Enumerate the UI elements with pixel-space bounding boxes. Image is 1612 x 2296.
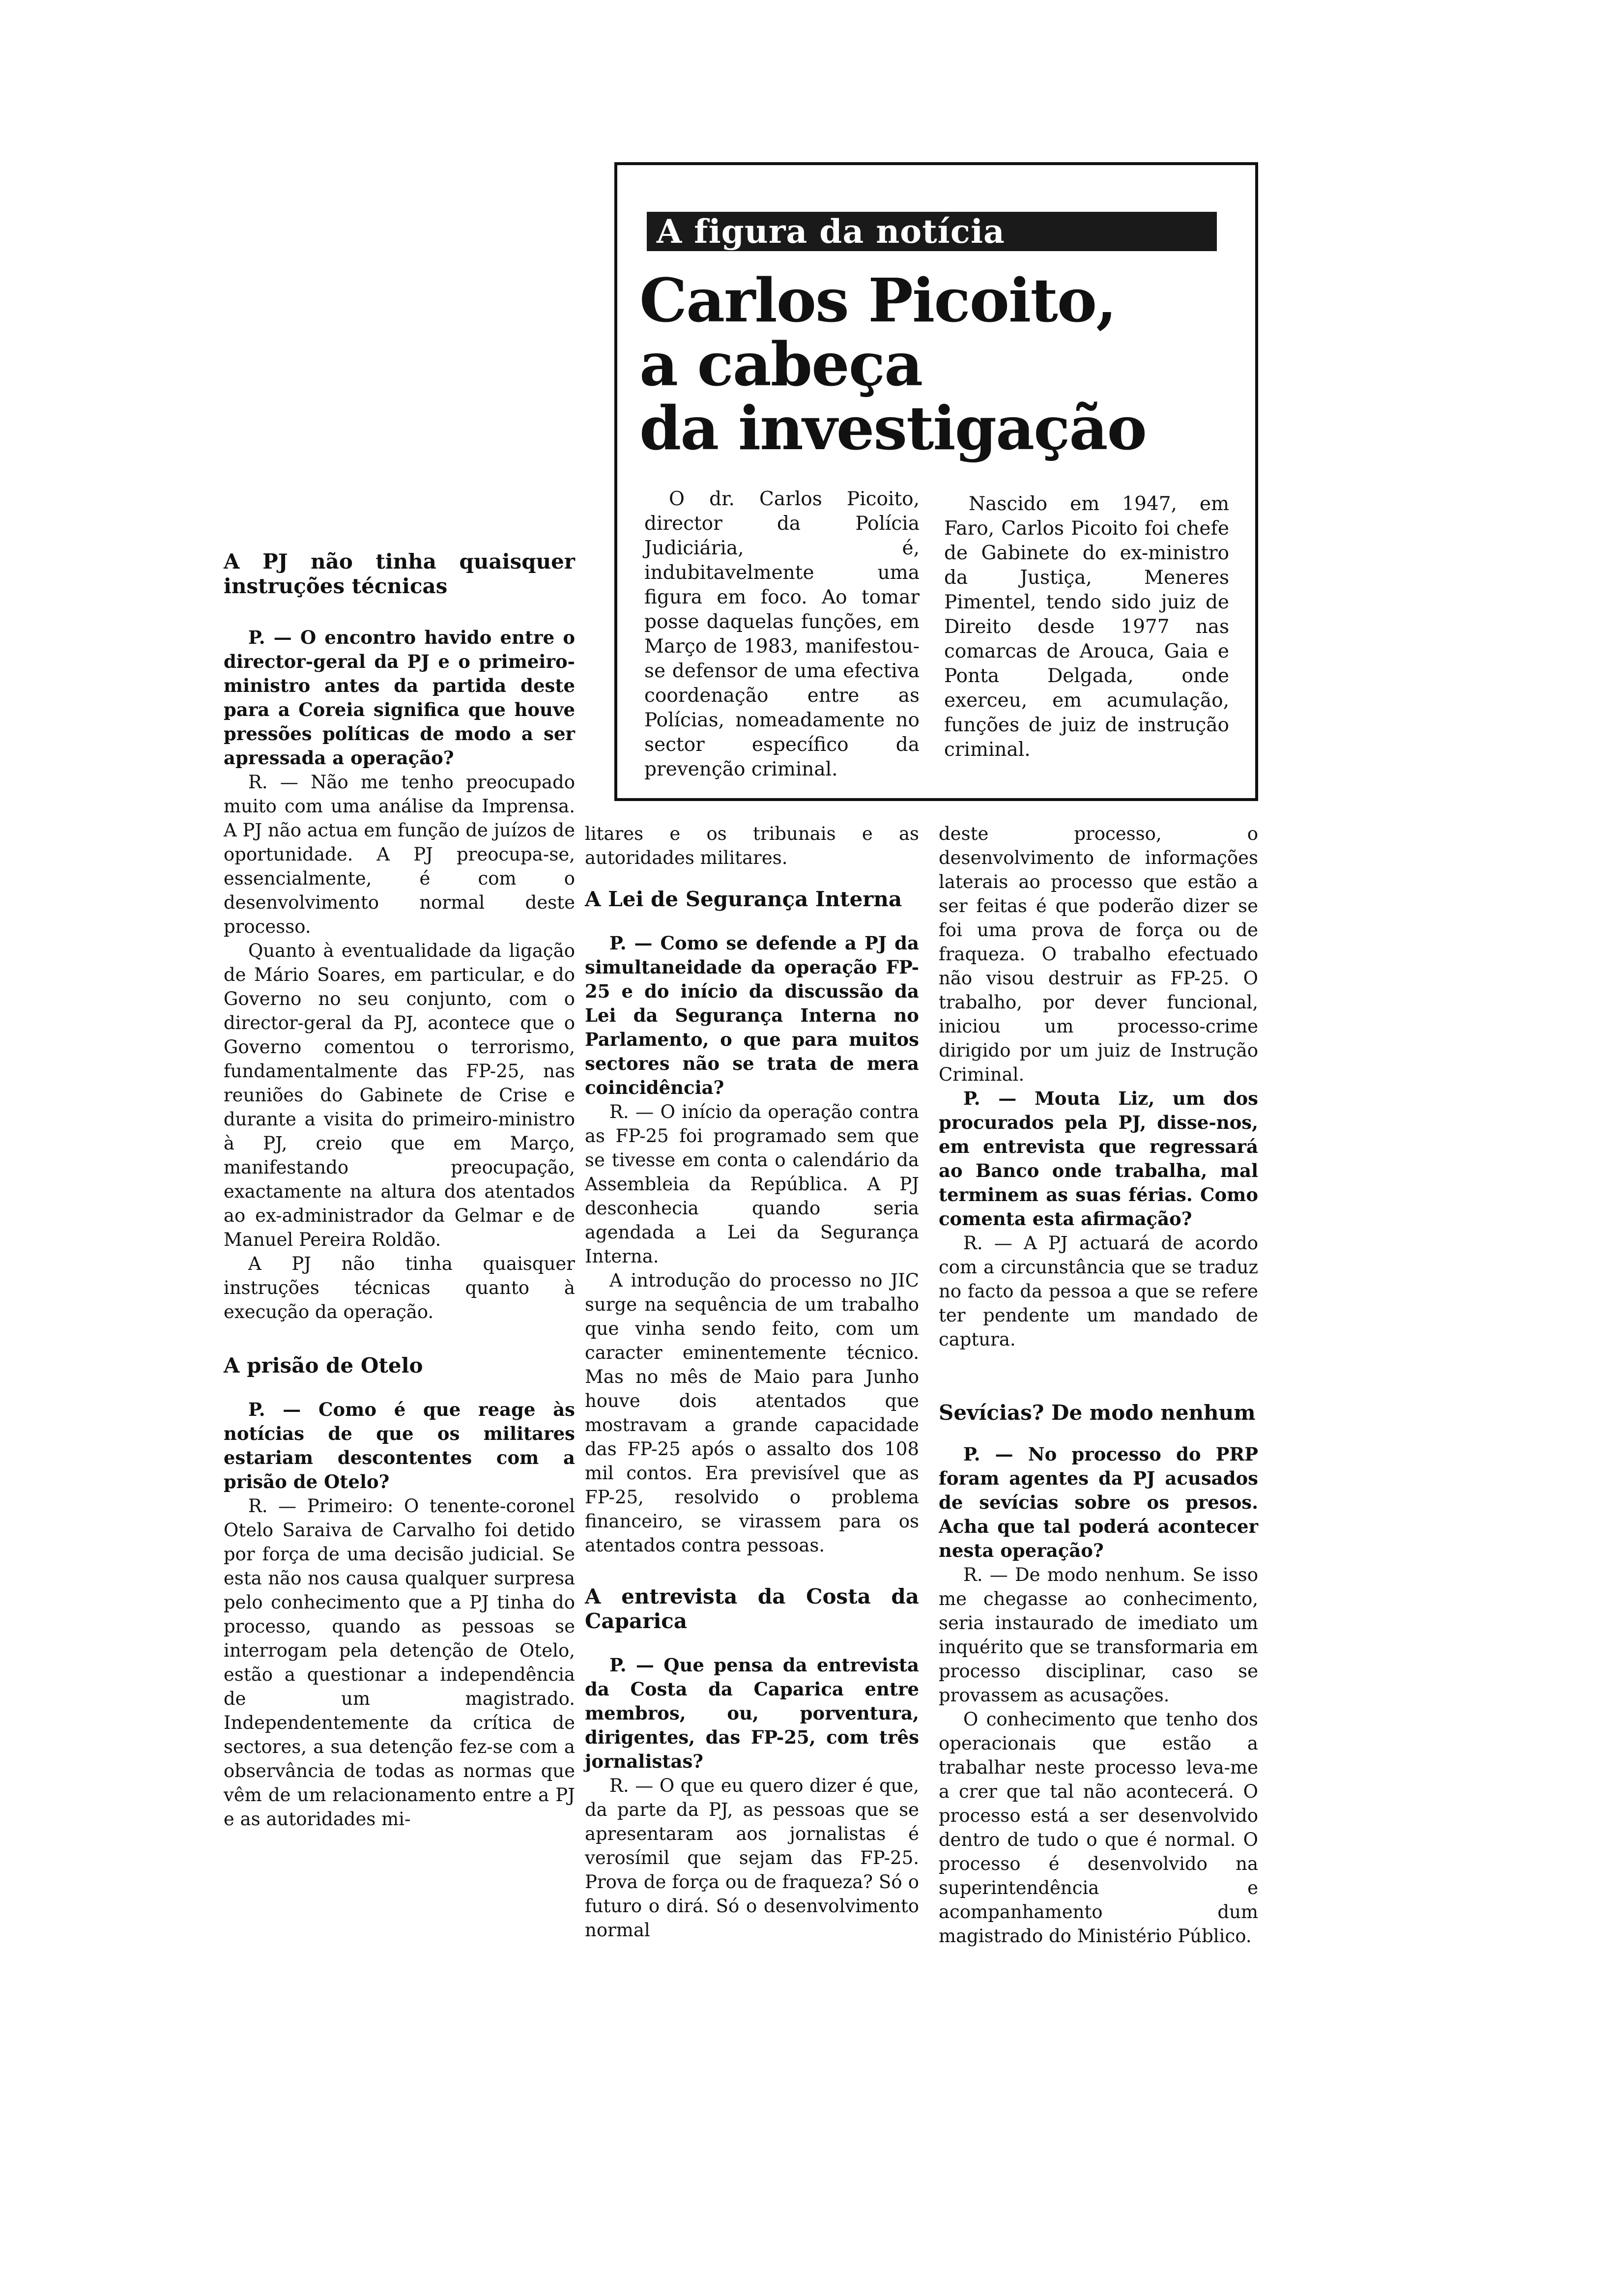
paragraph: Quanto à eventualidade da ligação de Mário Soares, em particular, e do Governo no seu conjunto, com o director-geral da PJ, acontece que o Governo comentou o terrorismo, fundamentalmente das FP-25, nas reuniões do Gabinete de Crise e durante a visita do primeiro-ministro à PJ, creio que em Março, manifestando preocupação, exactamente na altura dos atentados ao ex-administrador da Gelmar e de Manuel Pereira Roldão. — [224, 940, 575, 1250]
feature-column-1 — [644, 487, 920, 782]
answer: R. — Não me tenho preocupado muito com uma análise da Imprensa. A PJ não actua em função de juízos de oportunidade. A PJ preocupa-se, essencialmente, é com o desenvolvimento normal deste processo. — [224, 772, 575, 937]
question: P. — Como é que reage às notícias de que os militares estariam descontentes com a prisão de Otelo? — [224, 1399, 575, 1492]
question: P. — O encontro havido entre o director-geral da PJ e o primeiro-ministro antes da partida deste para a Coreia significa que houve pressões políticas de modo a ser apressada a operação? — [224, 627, 575, 769]
answer: R. — De modo nenhum. Se isso me chegasse ao conhecimento, seria instaurado de imediato um inquérito que se transformaria em processo disciplinar, caso se provassem as acusações. — [939, 1564, 1258, 1706]
answer: R. — O início da operação contra as FP-25 foi programado sem que se tivesse em conta o calendário da Assembleia da República. A PJ desconhecia quando seria agendada a Lei da Segurança Interna. — [585, 1101, 919, 1267]
section-heading: A prisão de Otelo — [224, 1353, 423, 1378]
feature-headline — [639, 265, 1146, 463]
section-heading: Sevícias? De modo nenhum — [939, 1401, 1256, 1425]
feature-kicker: A figura da notícia — [647, 212, 1217, 251]
headline-line-2: a cabeça — [639, 329, 922, 400]
feature-column-2 — [944, 492, 1229, 762]
paragraph: A introdução do processo no JIC surge na sequência de um trabalho que vinha sendo feito, com um caracter eminentemente técnico. Mas no mês de Maio para Junho houve dois atentados que mostravam a grande capacidade das FP-25 após o assalto dos 108 mil contos. Era previsível que as FP-25, resolvido o problema financeiro, se virassem para os atentados contra pessoas. — [585, 1270, 919, 1556]
feature-box — [614, 162, 1258, 801]
headline-line-1: Carlos Picoito, — [639, 265, 1116, 336]
paragraph: A PJ não tinha quaisquer instruções técnicas quanto à execução da operação. — [224, 1253, 575, 1322]
feature-paragraph-2: Nascido em 1947, em Faro, Carlos Picoito foi chefe de Gabinete do ex-ministro da Justiça, Meneres Pimentel, tendo sido juiz de Direito desde 1977 nas comarcas de Arouca, Gaia e Ponta Delgada, onde exerceu, em acumulação, funções de juiz de instrução criminal. — [944, 493, 1229, 761]
question: P. — Mouta Liz, um dos procurados pela PJ, disse-nos, em entrevista que regressará ao Banco onde trabalha, mal terminem as suas férias. Como comenta esta afirmação? — [939, 1088, 1258, 1230]
section-heading: A Lei de Segurança Interna — [585, 887, 902, 911]
section-heading: A entrevista da Costa da Caparica — [585, 1584, 919, 1633]
paragraph: litares e os tribunais e as autoridades militares. — [585, 823, 919, 868]
question: P. — Que pensa da entrevista da Costa da Caparica entre membros, ou, porventura, dirigentes, das FP-25, com três jornalistas? — [585, 1654, 919, 1772]
answer: R. — Primeiro: O tenente-coronel Otelo Saraiva de Carvalho foi detido por força de uma decisão judicial. Se esta não nos causa qualquer surpresa pelo conhecimento que a PJ tinha do processo, quando as pessoas se interrogam pela detenção de Otelo, estão a questionar a independência de um magistrado. Independentemente da crítica de sectores, a sua detenção fez-se com a observância de todas as normas que vêm de um relacionamento entre a PJ e as autoridades mi- — [224, 1495, 575, 1830]
article-column-2 — [585, 822, 919, 1942]
paragraph: deste processo, o desenvolvimento de informações laterais ao processo que estão a ser feitas é que poderão dizer se foi uma prova de força ou de fraqueza. O trabalho efectuado não visou destruir as FP-25. O trabalho, por dever funcional, iniciou um processo-crime dirigido por um juiz de Instrução Criminal. — [939, 823, 1258, 1085]
article-column-3 — [939, 822, 1258, 1948]
section-heading: A PJ não tinha quaisquer instruções técnicas — [224, 549, 575, 598]
feature-paragraph-1: O dr. Carlos Picoito, director da Polícia Judiciária, é, indubitavelmente uma figura em foco. Ao tomar posse daquelas funções, em Março de 1983, manifestou-se defensor de uma efectiva coordenação entre as Polícias, nomeadamente no sector específico da prevenção criminal. — [644, 488, 920, 780]
answer: R. — O que eu quero dizer é que, da parte da PJ, as pessoas que se apresentaram aos jornalistas é verosímil que sejam das FP-25. Prova de força ou de fraqueza? Só o futuro o dirá. Só o desenvolvimento normal — [585, 1775, 919, 1941]
article-column-1 — [224, 549, 575, 1831]
headline-line-3: da investigação — [639, 393, 1146, 463]
answer: R. — A PJ actuará de acordo com a circunstância que se traduz no facto da pessoa a que se refere ter pendente um mandado de captura. — [939, 1233, 1258, 1350]
question: P. — Como se defende a PJ da simultaneidade da operação FP-25 e do início da discussão da Lei da Segurança Interna no Parlamento, o que para muitos sectores não se trata de mera coincidência? — [585, 932, 919, 1098]
paragraph: O conhecimento que tenho dos operacionais que estão a trabalhar neste processo leva-me a crer que tal não acontecerá. O processo está a ser desenvolvido dentro de tudo o que é normal. O processo é desenvolvido na superintendência e acompanhamento dum magistrado do Ministério Público. — [939, 1709, 1258, 1947]
question: P. — No processo do PRP foram agentes da PJ acusados de sevícias sobre os presos. Acha que tal poderá acontecer nesta operação? — [939, 1443, 1258, 1561]
